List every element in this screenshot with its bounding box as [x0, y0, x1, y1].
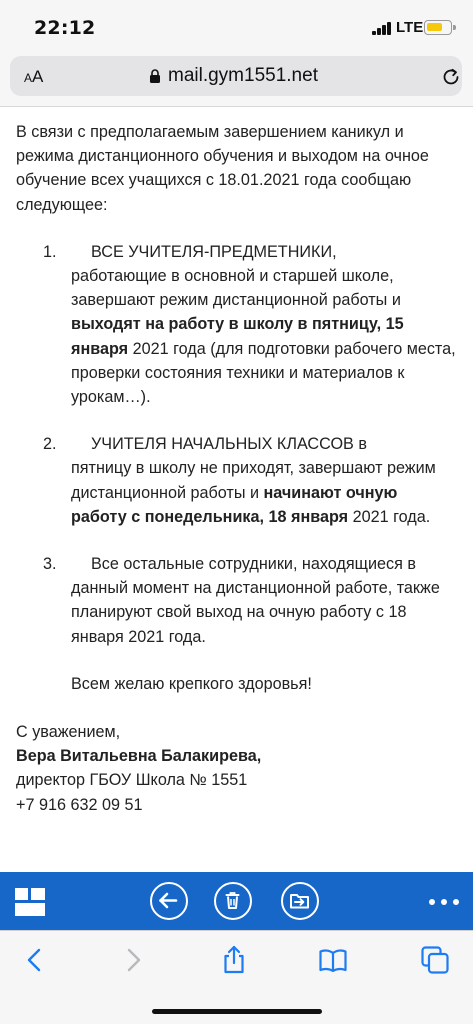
reload-icon[interactable]	[440, 66, 462, 88]
list-item-lead: Все остальные сотрудники, находящиеся в	[91, 555, 416, 574]
apps-grid-icon[interactable]	[15, 888, 45, 916]
move-to-folder-button[interactable]	[281, 882, 319, 920]
forward-chevron-icon[interactable]	[118, 945, 148, 975]
bookmarks-icon[interactable]	[318, 945, 348, 975]
lock-icon	[149, 69, 161, 83]
reply-back-button[interactable]	[150, 882, 188, 920]
list-item-text: пятницу в школу не приходят, завершают режим дистанционной работы и начинают очную работу с понедельника, 18 января 2021 года.	[71, 459, 436, 526]
mail-toolbar	[0, 872, 473, 930]
home-indicator	[152, 1009, 322, 1014]
delete-button[interactable]	[214, 882, 252, 920]
closing-wish: Всем желаю крепкого здоровья!	[71, 674, 312, 693]
url-text[interactable]: mail.gym1551.net	[168, 65, 318, 86]
list-item	[16, 552, 456, 649]
move-to-folder-icon	[283, 884, 316, 917]
signature-name: Вера Витальевна Балакирева,	[16, 747, 262, 766]
cellular-signal-icon	[372, 22, 392, 35]
list-item-lead: ВСЕ УЧИТЕЛЯ-ПРЕДМЕТНИКИ,	[91, 242, 337, 261]
list-item-bold: начинают очную работу с понедельника, 18 января	[71, 483, 398, 526]
more-icon[interactable]	[428, 898, 460, 906]
signature	[16, 720, 456, 817]
share-icon[interactable]	[219, 945, 249, 975]
signature-phone[interactable]: +7 916 632 09 51	[16, 795, 143, 814]
back-chevron-icon[interactable]	[20, 945, 50, 975]
message-body	[16, 120, 456, 817]
status-bar	[0, 0, 473, 52]
list-item	[16, 432, 456, 529]
network-type: LTE	[396, 19, 424, 36]
browser-address-area	[0, 52, 473, 107]
signature-position: директор ГБОУ Школа № 1551	[16, 771, 248, 790]
list-item-text: работающие в основной и старшей школе, завершают режим дистанционной работы и выходят на работу в школу в пятницу, 15 января 2021 года (для подготовки рабочего места, проверки состояния техники и материалов к урокам…).	[71, 267, 456, 407]
intro-paragraph: В связи с предполагаемым завершением каникул и режима дистанционного обучения и выходом на очное обучение всех учащихся с 18.01.2021 года сообщаю следующее:	[16, 123, 429, 214]
list-number: 1.	[43, 242, 57, 261]
list-item-text: данный момент на дистанционной работе, также планируют свой выход на очную работу с 18 января 2021 года.	[71, 579, 440, 646]
battery-icon	[424, 20, 452, 35]
list-item	[16, 240, 456, 409]
list-number: 2.	[43, 435, 57, 454]
tabs-icon[interactable]	[420, 945, 450, 975]
list-number: 3.	[43, 555, 57, 574]
reply-back-icon	[152, 884, 185, 917]
signature-regards: С уважением,	[16, 723, 121, 742]
status-time: 22:12	[34, 17, 96, 39]
trash-icon	[216, 884, 249, 917]
list-item-lead: УЧИТЕЛЯ НАЧАЛЬНЫХ КЛАССОВ в	[91, 435, 367, 454]
text-size-button[interactable]: AA	[24, 67, 44, 86]
list-item-bold: выходят на работу в школу в пятницу, 15 января	[71, 315, 404, 358]
battery-tip	[453, 25, 456, 30]
address-bar[interactable]	[10, 56, 462, 96]
